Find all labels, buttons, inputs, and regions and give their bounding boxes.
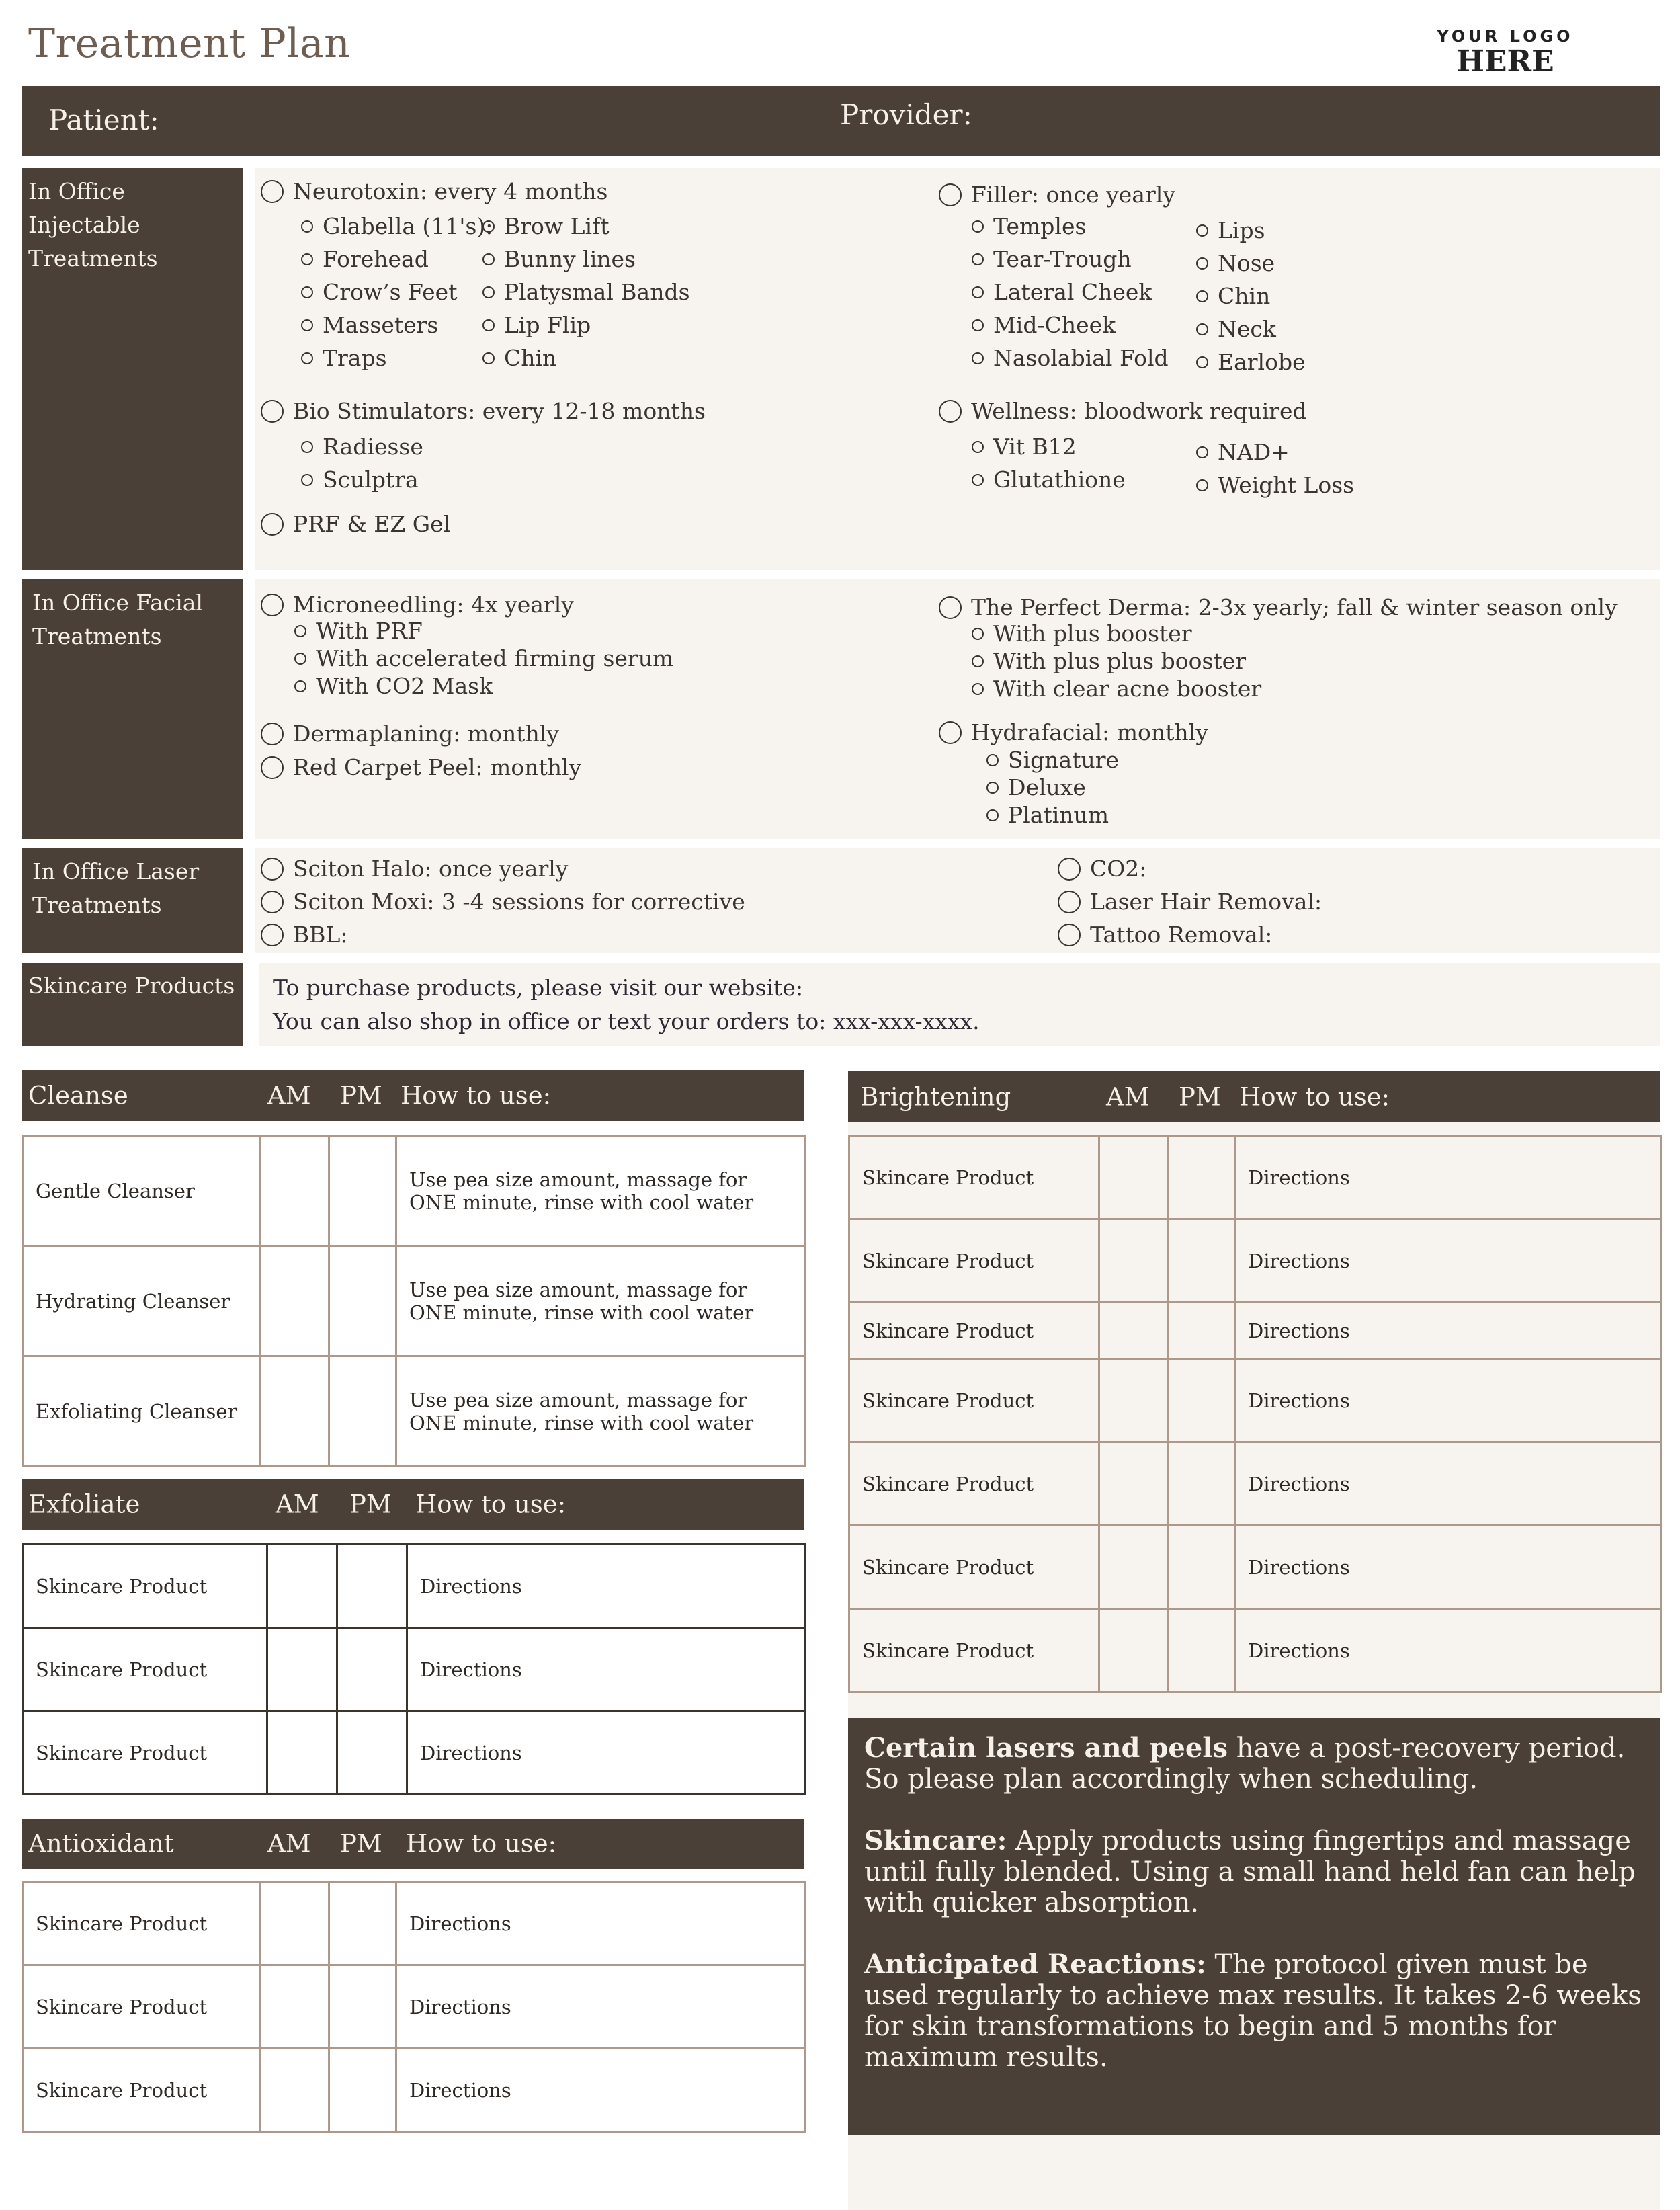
antioxidant-title: Antioxidant (28, 1829, 174, 1858)
option-dermaplaning[interactable]: Dermaplaning: monthly (261, 721, 559, 747)
am-checkbox-cell[interactable] (1099, 1442, 1168, 1526)
product-cell: Hydrating Cleanser (23, 1246, 261, 1356)
option-item[interactable] (294, 645, 673, 672)
option-red-carpet-peel[interactable]: Red Carpet Peel: monthly (261, 754, 581, 780)
table-row (23, 1136, 805, 1246)
how-label: How to use: (1239, 1082, 1390, 1112)
pm-checkbox-cell[interactable] (1168, 1303, 1235, 1359)
radio-icon[interactable] (1196, 479, 1208, 491)
radio-icon[interactable] (301, 319, 313, 331)
option-item[interactable] (482, 276, 690, 309)
option-item[interactable] (1058, 918, 1322, 951)
am-checkbox-cell[interactable] (261, 1965, 329, 2049)
product-cell: Skincare Product (849, 1442, 1099, 1526)
radio-icon[interactable] (972, 352, 984, 364)
radio-icon[interactable] (301, 352, 313, 364)
am-checkbox-cell[interactable] (267, 1711, 337, 1795)
product-cell: Skincare Product (23, 1545, 267, 1628)
table-row (849, 1442, 1661, 1526)
option-label: Signature (1008, 747, 1120, 773)
radio-icon[interactable] (986, 809, 999, 821)
radio-icon[interactable] (972, 628, 984, 640)
directions-cell: Directions (407, 1711, 805, 1795)
radio-icon[interactable] (294, 625, 306, 637)
option-item[interactable] (972, 675, 1261, 702)
pm-label: PM (340, 1829, 382, 1858)
wellness-list-1 (972, 430, 1126, 496)
radio-icon[interactable] (939, 183, 962, 206)
brightening-title: Brightening (860, 1082, 1011, 1112)
pm-checkbox-cell[interactable] (337, 1628, 407, 1711)
radio-icon[interactable] (261, 756, 284, 779)
option-label: Laser Hair Removal: (1090, 889, 1322, 915)
neurotoxin-list-2 (482, 210, 690, 374)
option-label: Nasolabial Fold (993, 345, 1169, 371)
directions-cell: Directions (407, 1545, 805, 1628)
option-item[interactable] (972, 341, 1169, 374)
note-text: Apply products using fingertips and massage until fully blended. Using a small hand held fan can help with quicker absorption. (864, 1826, 1636, 1918)
table-row (23, 1882, 805, 1965)
radio-icon[interactable] (482, 319, 495, 331)
option-label: BBL: (293, 922, 348, 948)
note-heading: Skincare: (864, 1825, 1007, 1856)
radio-icon[interactable] (972, 683, 984, 695)
option-label: Crow’s Feet (323, 279, 458, 305)
directions-cell: Directions (1235, 1526, 1661, 1609)
table-row (849, 1303, 1661, 1359)
directions-cell: Use pea size amount, massage for ONE minute, rinse with cool water (396, 1136, 805, 1246)
note-text: The protocol given must be used regularly to achieve max results. It takes 2-6 weeks for skin transformations to begin and 5 months for maximum results. (864, 1949, 1642, 2073)
am-label: AM (276, 1489, 319, 1519)
how-label: How to use: (415, 1489, 566, 1519)
am-checkbox-cell[interactable] (1099, 1136, 1168, 1219)
option-neurotoxin[interactable]: Neurotoxin: every 4 months (261, 178, 607, 204)
pm-label: PM (340, 1081, 382, 1110)
option-label: Sculptra (323, 466, 419, 493)
am-label: AM (267, 1829, 311, 1858)
exfoliate-table (22, 1543, 806, 1795)
option-item[interactable] (482, 341, 690, 374)
cleanse-title: Cleanse (28, 1081, 128, 1110)
product-cell: Skincare Product (849, 1219, 1099, 1303)
option-item[interactable] (1196, 345, 1306, 378)
am-checkbox-cell[interactable] (261, 1136, 329, 1246)
option-label: Deluxe (1008, 774, 1086, 801)
directions-cell: Directions (407, 1628, 805, 1711)
option-item[interactable] (986, 801, 1119, 829)
radio-icon[interactable] (294, 680, 306, 692)
table-row (23, 1628, 805, 1711)
radio-icon[interactable] (972, 286, 984, 298)
option-item[interactable] (301, 276, 493, 309)
filler-list-1 (972, 210, 1169, 374)
product-cell: Skincare Product (23, 1628, 267, 1711)
option-label: Platinum (1008, 802, 1109, 828)
option-item[interactable] (301, 463, 423, 496)
option-label: Lip Flip (504, 312, 591, 338)
pm-checkbox-cell[interactable] (329, 1136, 396, 1246)
option-item[interactable] (1196, 313, 1306, 345)
option-item[interactable] (294, 672, 673, 700)
am-checkbox-cell[interactable] (1099, 1219, 1168, 1303)
option-bio-stimulators[interactable]: Bio Stimulators: every 12-18 months (261, 398, 706, 424)
how-label: How to use: (406, 1829, 557, 1858)
option-item[interactable] (972, 463, 1126, 496)
directions-cell: Directions (396, 1965, 805, 2049)
logo-line-2: HERE (1456, 44, 1554, 79)
option-label: Earlobe (1218, 349, 1306, 375)
note-text: have a post-recovery period. So please plan accordingly when scheduling. (864, 1733, 1626, 1795)
note-paragraph (864, 1826, 1644, 1918)
option-item[interactable] (261, 885, 745, 918)
am-checkbox-cell[interactable] (1099, 1609, 1168, 1692)
option-perfect-derma[interactable]: The Perfect Derma: 2-3x yearly; fall & winter season only (939, 594, 1618, 620)
radio-icon[interactable] (1196, 224, 1208, 237)
option-item[interactable] (1058, 852, 1322, 885)
option-item[interactable] (482, 309, 690, 341)
page-title: Treatment Plan (28, 20, 351, 67)
product-cell: Skincare Product (23, 2049, 261, 2132)
perfect-derma-list (972, 620, 1261, 702)
table-row (849, 1136, 1661, 1219)
pm-label: PM (1179, 1082, 1221, 1112)
patient-provider-bar (22, 86, 1660, 156)
exfoliate-header (22, 1479, 804, 1530)
patient-label[interactable]: Patient: (48, 104, 159, 136)
pm-label: PM (349, 1489, 392, 1519)
radio-icon[interactable] (986, 782, 999, 794)
option-label: With PRF (316, 618, 423, 644)
option-item[interactable] (261, 852, 745, 885)
option-item[interactable] (972, 210, 1169, 243)
laser-list-right (1058, 852, 1322, 951)
table-row (849, 1526, 1661, 1609)
exfoliate-title: Exfoliate (28, 1489, 140, 1519)
option-item[interactable] (482, 243, 690, 276)
radio-icon[interactable] (261, 180, 284, 203)
option-item[interactable] (1196, 468, 1354, 501)
radio-icon[interactable] (972, 474, 984, 486)
option-item[interactable] (1196, 214, 1306, 247)
product-cell: Gentle Cleanser (23, 1136, 261, 1246)
option-item[interactable] (972, 243, 1169, 276)
product-cell: Skincare Product (23, 1882, 261, 1965)
option-label: With CO2 Mask (316, 673, 493, 699)
am-checkbox-cell[interactable] (267, 1545, 337, 1628)
directions-cell: Directions (396, 1882, 805, 1965)
pm-checkbox-cell[interactable] (329, 1246, 396, 1356)
radio-icon[interactable] (261, 891, 284, 913)
option-label: With plus booster (993, 620, 1192, 647)
filler-list-2 (1196, 214, 1306, 378)
how-label: How to use: (401, 1081, 552, 1110)
radio-icon[interactable] (972, 253, 984, 265)
product-cell: Skincare Product (23, 1965, 261, 2049)
option-label: Sciton Halo: once yearly (293, 856, 569, 882)
option-label: Sciton Moxi: 3 -4 sessions for corrective (293, 889, 745, 915)
option-label: With clear acne booster (993, 676, 1262, 702)
option-item[interactable] (972, 620, 1261, 647)
option-microneedling[interactable]: Microneedling: 4x yearly (261, 591, 574, 618)
am-label: AM (267, 1081, 311, 1110)
radio-icon[interactable] (1058, 924, 1081, 946)
option-label: Lips (1218, 217, 1265, 243)
pm-checkbox-cell[interactable] (329, 1965, 396, 2049)
option-label: Masseters (323, 312, 439, 338)
skincare-section-label: Skincare Products (22, 963, 243, 1046)
facial-section-label: In Office Facial Treatments (22, 579, 243, 839)
option-item[interactable] (1196, 280, 1306, 313)
am-checkbox-cell[interactable] (261, 1356, 329, 1467)
option-prf[interactable]: PRF & EZ Gel (261, 511, 450, 537)
option-item[interactable] (986, 746, 1119, 774)
brightening-header (848, 1071, 1660, 1122)
table-row (23, 1356, 805, 1467)
table-row (23, 1711, 805, 1795)
radio-icon[interactable] (939, 721, 962, 744)
note-paragraph (864, 1949, 1644, 2073)
pm-checkbox-cell[interactable] (337, 1711, 407, 1795)
laser-list-left (261, 852, 745, 951)
note-paragraph (864, 1733, 1644, 1795)
radio-icon[interactable] (261, 723, 284, 745)
option-label: Nose (1218, 250, 1275, 276)
notes-box (848, 1718, 1660, 2135)
radio-icon[interactable] (1058, 891, 1081, 913)
cleanse-header (22, 1070, 804, 1121)
neurotoxin-list-1 (301, 210, 493, 374)
am-checkbox-cell[interactable] (261, 1246, 329, 1356)
radio-icon[interactable] (261, 594, 284, 616)
radio-icon[interactable] (1196, 356, 1208, 368)
am-checkbox-cell[interactable] (267, 1628, 337, 1711)
note-heading: Anticipated Reactions: (864, 1949, 1206, 1980)
option-wellness[interactable]: Wellness: bloodwork required (939, 398, 1307, 424)
radio-icon[interactable] (1058, 858, 1081, 881)
pm-checkbox-cell[interactable] (329, 1882, 396, 1965)
antioxidant-table (22, 1881, 806, 2133)
table-row (23, 1545, 805, 1628)
pm-checkbox-cell[interactable] (1168, 1526, 1235, 1609)
option-item[interactable] (301, 309, 493, 341)
option-label: Glutathione (993, 466, 1126, 493)
radio-icon[interactable] (294, 653, 306, 665)
pm-checkbox-cell[interactable] (1168, 1442, 1235, 1526)
product-cell: Skincare Product (849, 1359, 1099, 1442)
radio-icon[interactable] (972, 319, 984, 331)
radio-icon[interactable] (972, 220, 984, 233)
radio-icon[interactable] (261, 513, 284, 536)
radio-icon[interactable] (261, 400, 284, 423)
note-heading: Certain lasers and peels (864, 1732, 1228, 1764)
option-label: Chin (504, 345, 557, 371)
option-item[interactable] (261, 918, 745, 951)
option-label: Forehead (323, 246, 429, 272)
product-cell: Skincare Product (23, 1711, 267, 1795)
am-checkbox-cell[interactable] (1099, 1359, 1168, 1442)
logo-line-1: YOUR LOGO (1437, 27, 1574, 46)
directions-cell: Use pea size amount, massage for ONE minute, rinse with cool water (396, 1356, 805, 1467)
radio-icon[interactable] (972, 441, 984, 453)
skincare-line-1: To purchase products, please visit our website: (273, 975, 804, 1001)
product-cell: Skincare Product (849, 1609, 1099, 1692)
am-checkbox-cell[interactable] (1099, 1303, 1168, 1359)
option-label: Platysmal Bands (504, 279, 690, 305)
option-label: Temples (993, 213, 1087, 239)
radio-icon[interactable] (301, 253, 313, 265)
pm-checkbox-cell[interactable] (1168, 1359, 1235, 1442)
option-item[interactable] (301, 243, 493, 276)
antioxidant-header (22, 1819, 804, 1869)
pm-checkbox-cell[interactable] (329, 1356, 396, 1467)
pm-checkbox-cell[interactable] (329, 2049, 396, 2132)
option-label: Tear-Trough (993, 246, 1132, 272)
option-item[interactable] (1196, 436, 1354, 468)
table-row (849, 1359, 1661, 1442)
option-label: NAD+ (1218, 439, 1290, 465)
option-item[interactable] (972, 647, 1261, 675)
bio-list (301, 430, 423, 496)
injectable-section-label: In Office Injectable Treatments (22, 168, 243, 570)
option-label: Brow Lift (504, 213, 610, 239)
option-item[interactable] (972, 309, 1169, 341)
directions-cell: Directions (396, 2049, 805, 2132)
radio-icon[interactable] (939, 596, 962, 619)
radio-icon[interactable] (482, 220, 495, 233)
directions-cell: Directions (1235, 1609, 1661, 1692)
pm-checkbox-cell[interactable] (1168, 1136, 1235, 1219)
radio-icon[interactable] (301, 441, 313, 453)
cleanse-table (22, 1135, 806, 1467)
option-item[interactable] (301, 430, 423, 463)
wellness-list-2 (1196, 436, 1354, 501)
option-filler[interactable]: Filler: once yearly (939, 181, 1175, 208)
option-label: Mid-Cheek (993, 312, 1116, 338)
radio-icon[interactable] (301, 286, 313, 298)
option-item[interactable] (301, 210, 493, 243)
radio-icon[interactable] (986, 754, 999, 766)
radio-icon[interactable] (482, 286, 495, 298)
option-label: Neck (1218, 316, 1276, 342)
am-checkbox-cell[interactable] (261, 1882, 329, 1965)
product-cell: Skincare Product (849, 1136, 1099, 1219)
option-item[interactable] (482, 210, 690, 243)
radio-icon[interactable] (939, 400, 962, 423)
option-label: Bunny lines (504, 246, 636, 272)
table-row (23, 1965, 805, 2049)
am-checkbox-cell[interactable] (261, 2049, 329, 2132)
option-item[interactable] (986, 774, 1119, 801)
pm-checkbox-cell[interactable] (1168, 1609, 1235, 1692)
product-cell: Skincare Product (849, 1526, 1099, 1609)
table-row (23, 1246, 805, 1356)
brightening-table (848, 1135, 1662, 1693)
directions-cell: Directions (1235, 1359, 1661, 1442)
option-item[interactable] (1196, 247, 1306, 280)
radio-icon[interactable] (1196, 323, 1208, 335)
option-label: Traps (323, 345, 387, 371)
directions-cell: Directions (1235, 1219, 1661, 1303)
option-label: Vit B12 (993, 434, 1077, 460)
option-label: With accelerated firming serum (316, 645, 674, 671)
radio-icon[interactable] (301, 474, 313, 486)
radio-icon[interactable] (1196, 446, 1208, 458)
radio-icon[interactable] (261, 924, 284, 946)
directions-cell: Directions (1235, 1442, 1661, 1526)
radio-icon[interactable] (482, 352, 495, 364)
pm-checkbox-cell[interactable] (337, 1545, 407, 1628)
radio-icon[interactable] (261, 858, 284, 881)
am-label: AM (1106, 1082, 1150, 1112)
option-label: Glabella (11's): (323, 213, 493, 239)
hydrafacial-list (986, 746, 1119, 829)
option-item[interactable] (1058, 885, 1322, 918)
directions-cell: Directions (1235, 1303, 1661, 1359)
radio-icon[interactable] (301, 220, 313, 233)
option-label: Lateral Cheek (993, 279, 1152, 305)
radio-icon[interactable] (1196, 290, 1208, 302)
provider-label[interactable]: Provider: (840, 98, 972, 131)
radio-icon[interactable] (482, 253, 495, 265)
product-cell: Skincare Product (849, 1303, 1099, 1359)
table-row (849, 1219, 1661, 1303)
option-label: CO2: (1090, 856, 1147, 882)
directions-cell: Directions (1235, 1136, 1661, 1219)
skincare-line-2: You can also shop in office or text your orders to: xxx-xxx-xxxx. (273, 1008, 980, 1034)
option-label: Chin (1218, 283, 1271, 309)
radio-icon[interactable] (1196, 257, 1208, 270)
option-hydrafacial[interactable]: Hydrafacial: monthly (939, 719, 1208, 745)
option-item[interactable] (972, 430, 1126, 463)
microneedling-list (294, 617, 673, 700)
directions-cell: Use pea size amount, massage for ONE minute, rinse with cool water (396, 1246, 805, 1356)
option-item[interactable] (294, 617, 673, 645)
option-item[interactable] (301, 341, 493, 374)
pm-checkbox-cell[interactable] (1168, 1219, 1235, 1303)
option-label: With plus plus booster (993, 648, 1246, 674)
radio-icon[interactable] (972, 655, 984, 667)
option-item[interactable] (972, 276, 1169, 309)
table-row (23, 2049, 805, 2132)
laser-section-label: In Office Laser Treatments (22, 848, 243, 953)
option-label: Radiesse (323, 434, 423, 460)
table-row (849, 1609, 1661, 1692)
product-cell: Exfoliating Cleanser (23, 1356, 261, 1467)
skincare-panel (259, 963, 1660, 1046)
option-label: Tattoo Removal: (1090, 922, 1273, 948)
am-checkbox-cell[interactable] (1099, 1526, 1168, 1609)
option-label: Weight Loss (1218, 472, 1355, 498)
